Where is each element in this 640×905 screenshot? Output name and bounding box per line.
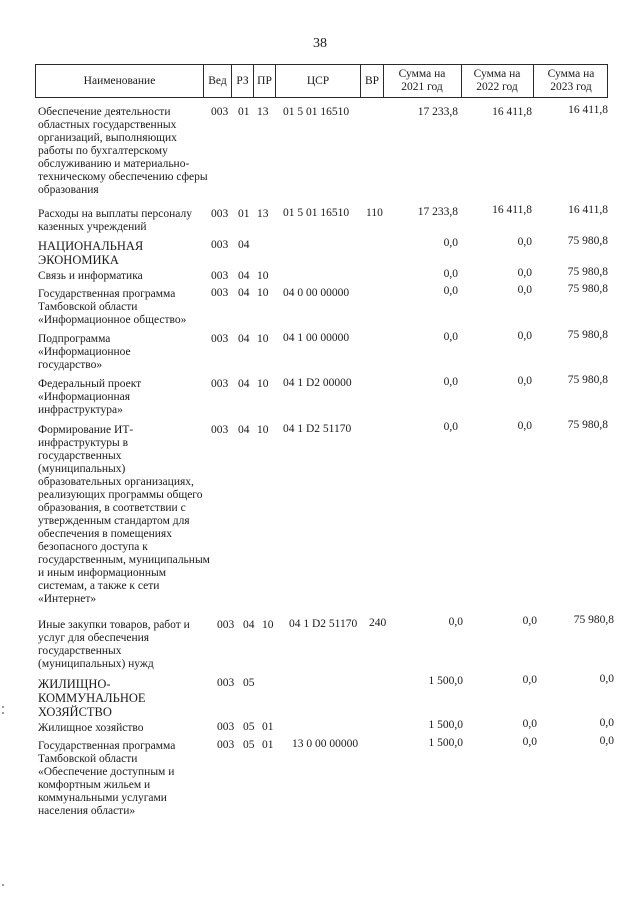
header-rz: РЗ (236, 74, 249, 87)
header-name: Наименование (83, 74, 156, 87)
row-ved: 003 (211, 239, 229, 251)
row-ved: 003 (211, 287, 229, 299)
row-sum-2023: 75 980,8 (567, 374, 608, 386)
row-csr: 01 5 01 16510 (283, 207, 350, 219)
scan-speck (2, 706, 4, 708)
row-pr: 10 (257, 378, 269, 390)
row-sum-2023: 16 411,8 (568, 104, 608, 116)
row-rz: 01 (238, 106, 250, 118)
row-sum-2022: 0,0 (517, 420, 532, 432)
row-csr: 04 1 D2 51170 (283, 423, 352, 435)
row-sum-2023: 75 980,8 (567, 266, 608, 278)
row-sum-2021: 17 233,8 (417, 206, 458, 218)
row-sum-2023: 0,0 (599, 717, 614, 729)
row-name: Государственная программа Тамбовской области «Обеспечение доступным и комфортным жильем и коммунальными услугами населения области» (38, 740, 176, 817)
row-sum-2023: 75 980,8 (567, 419, 608, 431)
row-name: ЖИЛИЩНО-КОММУНАЛЬНОЕ ХОЗЯЙСТВО (38, 677, 146, 719)
row-sum-2021: 1 500,0 (428, 675, 463, 687)
row-pr: 10 (257, 270, 269, 282)
header-csr: ЦСР (306, 74, 330, 87)
row-sum-2021: 17 233,8 (417, 106, 458, 118)
row-name: Формирование ИТ-инфраструктуры в государственных (муниципальных) образовательных организациях, реализующих программы общего образования, в соответствии с утвержденным стандартом для обеспечения в помещениях безопасного доступа к государственным, муниципальным и иным информационным системам, а также к сети «Интернет» (38, 424, 210, 605)
row-sum-2022: 16 411,8 (492, 106, 532, 118)
row-sum-2022: 0,0 (522, 615, 537, 627)
row-sum-2021: 1 500,0 (428, 719, 463, 731)
row-sum-2021: 0,0 (443, 376, 458, 388)
scan-speck (2, 884, 4, 886)
row-sum-2021: 0,0 (443, 237, 458, 249)
row-vr: 240 (369, 617, 387, 629)
row-name: Федеральный проект «Информационная инфраструктура» (38, 378, 142, 416)
row-pr: 10 (257, 424, 269, 436)
row-sum-2021: 0,0 (443, 331, 458, 343)
row-csr: 04 1 D2 51170 (289, 618, 358, 630)
row-sum-2022: 0,0 (522, 736, 537, 748)
row-sum-2022: 16 411,8 (492, 204, 532, 216)
row-sum-2023: 0,0 (599, 735, 614, 747)
header-pr: ПР (257, 74, 272, 87)
row-ved: 003 (211, 424, 229, 436)
row-ved: 003 (217, 677, 235, 689)
row-name: Жилищное хозяйство (38, 722, 144, 734)
header-sum-2023: Сумма на 2023 год (547, 68, 595, 93)
row-sum-2023: 75 980,8 (567, 235, 608, 247)
row-rz: 05 (243, 677, 255, 689)
row-ved: 003 (211, 270, 229, 282)
row-sum-2021: 1 500,0 (428, 737, 463, 749)
row-sum-2023: 75 980,8 (567, 329, 608, 341)
row-csr: 04 0 00 00000 (283, 287, 350, 299)
row-ved: 003 (211, 378, 229, 390)
row-rz: 04 (238, 378, 250, 390)
row-rz: 05 (243, 739, 255, 751)
row-rz: 01 (238, 208, 250, 220)
row-pr: 10 (257, 333, 269, 345)
row-rz: 04 (238, 287, 250, 299)
row-csr: 04 1 D2 00000 (283, 377, 352, 389)
row-sum-2022: 0,0 (517, 267, 532, 279)
header-sum-2021: Сумма на 2021 год (398, 68, 446, 93)
row-ved: 003 (217, 619, 235, 631)
row-sum-2023: 75 980,8 (567, 283, 608, 295)
row-rz: 04 (238, 270, 250, 282)
page-number: 38 (313, 36, 327, 51)
row-name: Связь и информатика (38, 270, 143, 282)
row-ved: 003 (217, 721, 235, 733)
header-sum-2022: Сумма на 2022 год (473, 68, 521, 93)
row-pr: 13 (257, 106, 269, 118)
row-pr: 13 (257, 208, 269, 220)
row-rz: 04 (238, 333, 250, 345)
row-rz: 05 (243, 721, 255, 733)
row-rz: 04 (243, 619, 255, 631)
row-sum-2021: 0,0 (443, 285, 458, 297)
row-pr: 01 (262, 739, 274, 751)
row-sum-2023: 0,0 (599, 673, 614, 685)
row-rz: 04 (238, 239, 250, 251)
row-vr: 110 (366, 207, 383, 219)
row-name: Подпрограмма «Информационное государство» (38, 333, 131, 371)
row-sum-2022: 0,0 (517, 236, 532, 248)
row-name: Государственная программа Тамбовской области «Информационное общество» (38, 288, 187, 326)
row-csr: 13 0 00 00000 (292, 738, 359, 750)
row-name: Иные закупки товаров, работ и услуг для обеспечения государственных (муниципальных) нужд (38, 619, 190, 670)
scan-speck (2, 712, 4, 714)
row-name: Расходы на выплаты персоналу казенных учреждений (38, 208, 192, 233)
row-pr: 01 (262, 721, 274, 733)
row-sum-2022: 0,0 (517, 330, 532, 342)
row-csr: 04 1 00 00000 (283, 332, 350, 344)
row-sum-2022: 0,0 (517, 375, 532, 387)
row-pr: 10 (257, 287, 269, 299)
row-csr: 01 5 01 16510 (283, 106, 350, 118)
header-ved: Вед (208, 74, 227, 87)
row-name: НАЦИОНАЛЬНАЯ ЭКОНОМИКА (38, 239, 144, 267)
row-sum-2021: 0,0 (448, 616, 463, 628)
row-sum-2022: 0,0 (522, 674, 537, 686)
row-ved: 003 (211, 106, 229, 118)
row-sum-2021: 0,0 (443, 421, 458, 433)
row-ved: 003 (211, 208, 229, 220)
row-sum-2023: 16 411,8 (568, 204, 608, 216)
row-name: Обеспечение деятельности областных государственных организаций, выполняющих работы по бухгалтерскому обслуживанию и материально-техническому обеспечению сферы образования (38, 106, 208, 196)
row-sum-2021: 0,0 (443, 268, 458, 280)
row-sum-2022: 0,0 (522, 718, 537, 730)
row-rz: 04 (238, 424, 250, 436)
header-vr: ВР (364, 74, 380, 87)
row-ved: 003 (217, 739, 235, 751)
row-ved: 003 (211, 333, 229, 345)
row-sum-2023: 75 980,8 (573, 614, 614, 626)
row-pr: 10 (262, 619, 274, 631)
row-sum-2022: 0,0 (517, 284, 532, 296)
